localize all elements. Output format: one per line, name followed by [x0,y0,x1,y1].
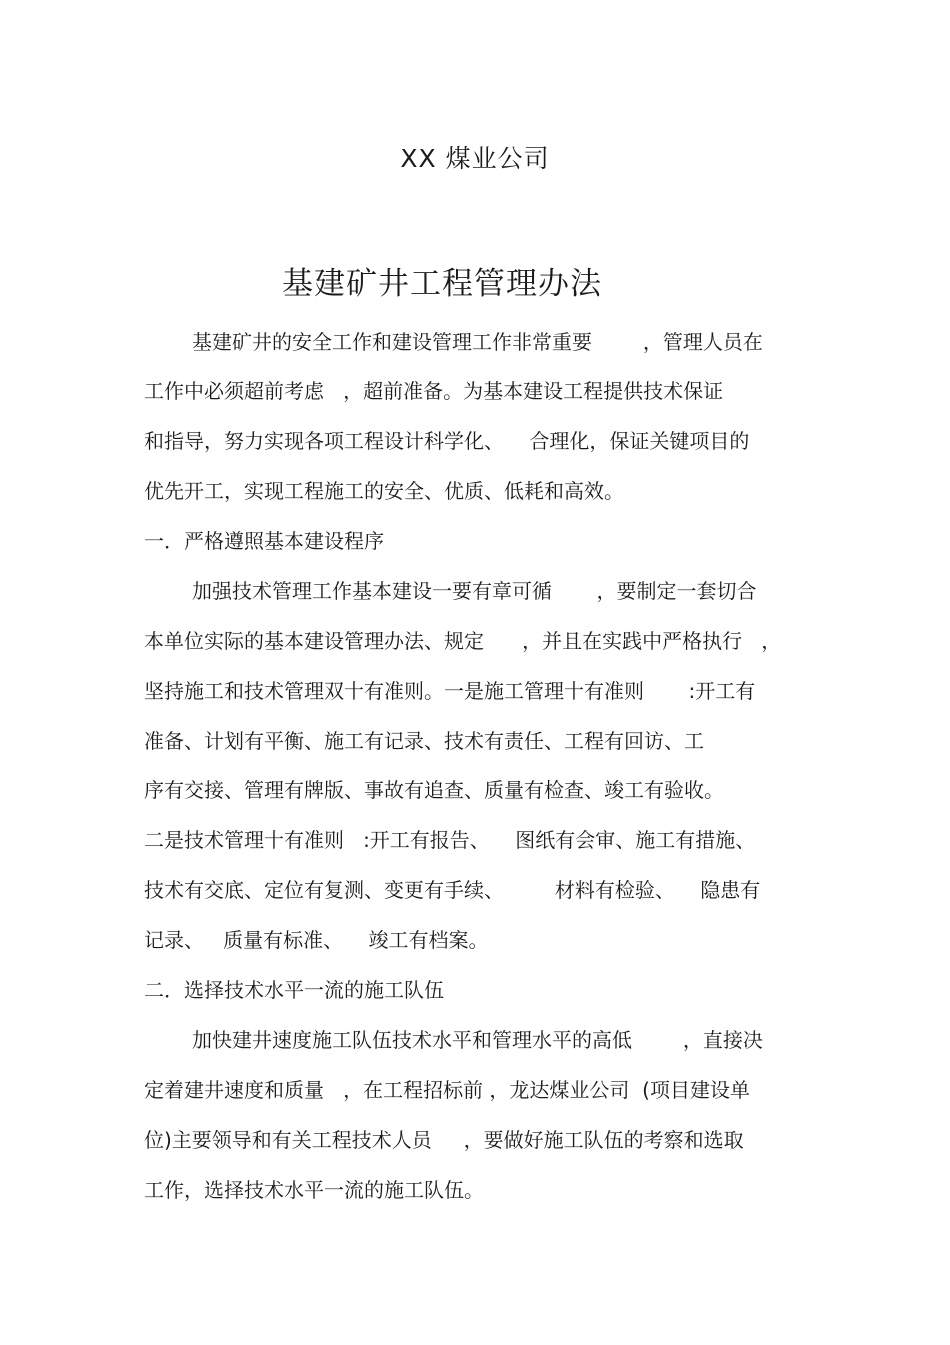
section-heading: 二．选择技术水平一流的施工队伍 [144,978,444,1002]
body-line: 和指导，努力实现各项工程设计科学化、 合理化，保证关键项目的 [144,429,750,453]
body-line: 序有交接、管理有牌版、事故有追查、质量有检查、竣工有验收。 [144,778,724,802]
body-line: 记录、 质量有标准、 竣工有档案。 [144,928,489,952]
section-heading: 一．严格遵照基本建设程序 [144,529,384,553]
company-name: XX 煤业公司 [400,144,550,173]
body-line: 工作中必须超前考虑 ，超前准备。为基本建设工程提供技术保证 [144,379,724,403]
body-line: 技术有交底、定位有复测、变更有手续、 材料有检验、 隐患有 [144,878,761,902]
body-line: 工作，选择技术水平一流的施工队伍。 [144,1178,484,1202]
body-line: 基建矿井的安全工作和建设管理工作非常重要 ，管理人员在 [192,330,763,354]
body-line: 加快建井速度施工队伍技术水平和管理水平的高低 ，直接决 [192,1028,763,1052]
body-line: 加强技术管理工作基本建设一要有章可循 ，要制定一套切合 [192,579,757,603]
body-line: 定着建井速度和质量 ，在工程招标前 ，龙达煤业公司 (项目建设单 [144,1078,750,1102]
body-line: 二是技术管理十有准则 :开工有报告、 图纸有会审、施工有措施、 [144,828,756,852]
body-line: 位)主要领导和有关工程技术人员 ，要做好施工队伍的考察和选取 [144,1128,744,1152]
body-line: 准备、计划有平衡、施工有记录、技术有责任、工程有回访、工 [144,729,704,753]
body-line: 坚持施工和技术管理双十有准则。一是施工管理十有准则 :开工有 [144,679,756,703]
body-line: 优先开工，实现工程施工的安全、优质、低耗和高效。 [144,479,624,503]
document-title: 基建矿井工程管理办法 [282,266,602,302]
body-line: 本单位实际的基本建设管理办法、规定 ，并且在实践中严格执行 ， [144,629,782,653]
